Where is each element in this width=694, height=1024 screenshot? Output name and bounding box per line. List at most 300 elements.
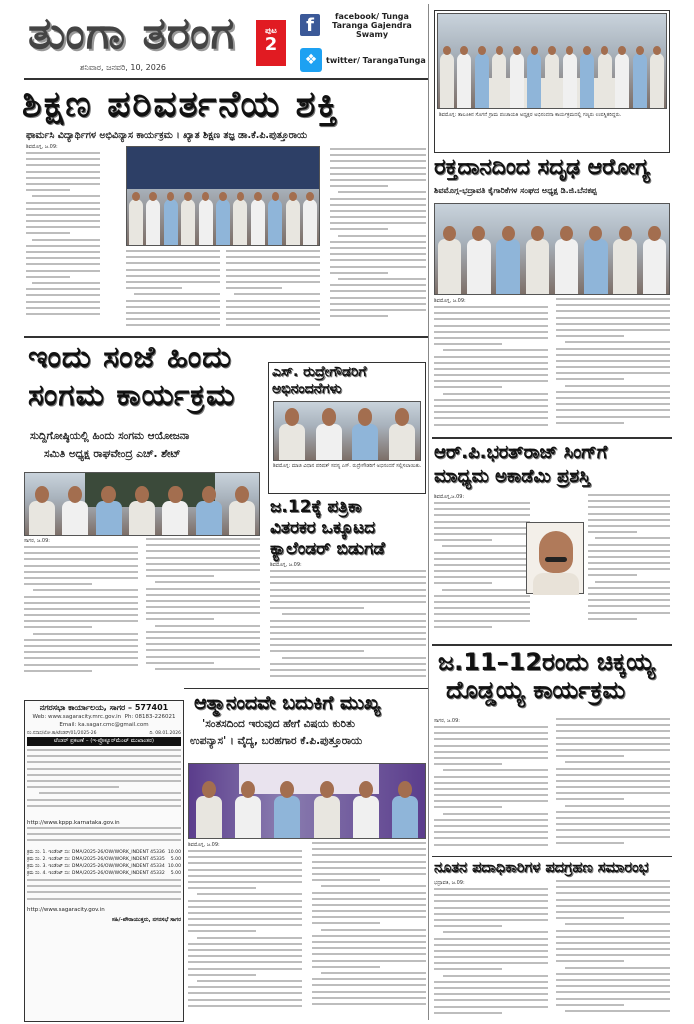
text-line: [434, 405, 548, 407]
rudregowda-headline-line1: ಎಸ್. ರುದ್ರೇಗೌಡರಿಗೆ: [272, 364, 367, 380]
text-line: [26, 313, 100, 315]
text-line: [442, 545, 530, 547]
text-line: [588, 599, 670, 601]
text-line: [588, 506, 670, 508]
text-line: [443, 769, 548, 771]
text-line: [312, 997, 426, 999]
lead-subhead: ಫಾರ್ಮಸಿ ವಿದ್ಯಾರ್ಥಿಗಳ ಅಭಿವಿನ್ಯಾಸ ಕಾರ್ಯಕ್ರಮ । ಖ್ಯಾತ ಶಿಕ್ಷಣ ತಜ್ಞ ಡಾ.ಕೆ.ಪಿ.ಪುತ್ತೂರಾಯ: [26, 130, 308, 141]
text-line: [312, 966, 380, 968]
text-line: [188, 887, 256, 889]
photo-person: [279, 424, 305, 460]
text-line: [588, 544, 670, 546]
text-line: [434, 595, 530, 597]
text-line: [588, 500, 670, 502]
text-line: [443, 393, 548, 395]
section-divider: [24, 336, 428, 338]
text-line: [188, 869, 302, 871]
text-line: [134, 293, 220, 295]
text-line: [24, 602, 138, 604]
text-line: [27, 885, 181, 887]
text-line: [556, 743, 670, 745]
text-line: [312, 984, 426, 986]
photo-person: [164, 199, 178, 245]
text-line: [556, 768, 670, 770]
bharathraj-column-2: [588, 494, 670, 640]
tender-notice: [24, 700, 184, 1022]
text-line: [434, 601, 530, 603]
text-line: [556, 836, 670, 838]
text-line: [434, 306, 548, 308]
text-line: [146, 649, 260, 651]
text-line: [312, 854, 426, 856]
text-line: [434, 788, 548, 790]
text-line: [556, 724, 670, 726]
section-divider: [432, 644, 672, 646]
text-line: [24, 614, 138, 616]
bharathraj-headline-line2: ಮಾಧ್ಯಮ ಅಕಾಡೆಮಿ ಪ್ರಶಸ್ತಿ: [434, 466, 591, 487]
bharathraj-headline-line1: ಆರ್.ಪಿ.ಭರತ್‌ರಾಜ್ ಸಿಂಗ್‌ಗೆ: [434, 442, 608, 463]
text-line: [434, 1012, 502, 1014]
photo-person: [286, 199, 300, 245]
photo-person-head: [531, 226, 544, 241]
text-line: [270, 650, 364, 652]
text-line: [434, 800, 548, 802]
photo-person-head: [289, 192, 297, 201]
notice-item: [27, 850, 181, 856]
photo-person: [545, 53, 559, 108]
text-line: [434, 981, 548, 983]
text-line: [556, 823, 670, 825]
text-line: [312, 991, 426, 993]
text-line: [226, 256, 320, 258]
text-line: [270, 626, 426, 628]
hindu-sangama-column-2: [146, 538, 260, 684]
text-line: [434, 944, 548, 946]
photo-person: [527, 53, 541, 108]
text-line: [312, 922, 380, 924]
text-line: [434, 613, 530, 615]
text-line: [443, 813, 548, 815]
text-line: [270, 570, 426, 572]
text-line: [226, 269, 320, 271]
text-line: [434, 607, 530, 609]
text-line: [26, 164, 100, 166]
hindu-sangama-headline-line2: ಸಂಗಮ ಕಾರ್ಯಕ್ರಮ: [28, 378, 236, 413]
photo-person-head: [241, 781, 255, 798]
text-line: [556, 730, 670, 732]
photo-person: [353, 796, 379, 838]
text-line: [330, 148, 426, 150]
text-line: [595, 581, 670, 583]
text-line: [270, 638, 426, 640]
text-line: [226, 306, 320, 308]
text-line: [588, 562, 670, 564]
text-line: [556, 817, 670, 819]
notice-date: ದಿ. 08.01.2026: [149, 731, 181, 736]
text-line: [188, 856, 302, 858]
top-right-photo-box: [434, 10, 670, 153]
text-line: [312, 947, 426, 949]
photo-person: [196, 796, 222, 838]
text-line: [556, 880, 670, 882]
photo-person-head: [306, 192, 314, 201]
text-line: [556, 366, 670, 368]
text-line: [434, 819, 548, 821]
notice-email[interactable]: Email: ka.sagar.cmc@gmail.com: [59, 722, 149, 728]
blood-donation-column-2: [556, 298, 670, 436]
text-line: [146, 563, 260, 565]
photo-person: [146, 199, 160, 245]
text-line: [556, 335, 624, 337]
text-line: [434, 331, 548, 333]
text-line: [434, 782, 548, 784]
notice-title: ಟೆಂಡರ್ ಪ್ರಕಟಣೆ – (ಇ-ಪ್ರೊಕ್ಯೂರ್‌ಮೆಂಟ್ ಮುಖಾಂತರ): [27, 737, 181, 746]
text-line: [24, 608, 138, 610]
text-line: [556, 911, 670, 913]
text-line: [188, 862, 302, 864]
photo-person: [316, 424, 342, 460]
blood-donation-headline: ರಕ್ತದಾನದಿಂದ ಸದೃಢ ಆರೋಗ್ಯ: [434, 155, 650, 180]
text-line: [32, 282, 100, 284]
text-line: [26, 214, 100, 216]
text-line: [26, 301, 100, 303]
text-line: [556, 842, 624, 844]
text-line: [312, 873, 426, 875]
photo-person: [199, 199, 213, 245]
text-line: [24, 552, 138, 554]
text-line: [434, 831, 548, 833]
text-line: [226, 324, 320, 326]
text-line: [434, 999, 548, 1001]
text-line: [188, 924, 302, 926]
text-line: [434, 399, 548, 401]
text-line: [26, 270, 100, 272]
text-line: [126, 275, 220, 277]
photo-person-head: [202, 192, 210, 201]
photo-person: [563, 53, 577, 108]
notice-site-url[interactable]: http://www.sagaracity.gov.in: [27, 907, 105, 913]
text-line: [188, 881, 302, 883]
text-line: [27, 749, 181, 751]
text-line: [188, 850, 302, 852]
text-line: [330, 297, 426, 299]
text-line: [556, 811, 670, 813]
text-line: [146, 544, 260, 546]
text-line: [146, 656, 260, 658]
text-line: [556, 936, 670, 938]
text-line: [312, 916, 426, 918]
text-line: [434, 794, 548, 796]
photo-person: [162, 501, 188, 535]
notice-item: [27, 871, 181, 877]
text-line: [556, 886, 670, 888]
text-line: [146, 637, 260, 639]
office-bearers-column-2: [556, 880, 670, 1020]
text-line: [588, 525, 670, 527]
text-line: [434, 837, 548, 839]
text-line: [26, 251, 100, 253]
text-line: [556, 899, 670, 901]
text-line: [27, 780, 181, 782]
photo-person: [526, 239, 549, 294]
text-line: [197, 937, 302, 939]
text-line: [434, 620, 530, 622]
text-line: [24, 546, 138, 548]
text-line: [188, 999, 302, 1001]
text-line: [556, 378, 624, 380]
text-line: [146, 588, 260, 590]
rudregowda-box: [268, 362, 426, 494]
text-line: [434, 325, 548, 327]
text-line: [556, 749, 670, 751]
notice-items: [27, 850, 181, 877]
photo-person: [457, 53, 471, 108]
atmananda-subhead-line2: ಉಪನ್ಯಾಸ' । ವೈದ್ಯ, ಬರಹಗಾರ ಕೆ.ಪಿ.ಪುತ್ತೂರಾಯ: [190, 735, 363, 747]
photo-person: [598, 53, 612, 108]
hindu-sangama-subhead-line2: ಸಮಿತಿ ಅಧ್ಯಕ್ಷ ರಾಘವೇಂದ್ರ ಎಚ್. ಶೇಟ್: [44, 448, 181, 460]
text-line: [434, 844, 548, 846]
text-line: [321, 885, 426, 887]
text-line: [126, 324, 220, 326]
text-line: [434, 732, 548, 734]
text-line: [312, 953, 426, 955]
photo-person-head: [149, 192, 157, 201]
text-line: [434, 582, 492, 584]
bharathraj-dateline: ಶಿವಮೊಗ್ಗ,ಜ.09:: [434, 494, 465, 500]
text-line: [434, 968, 502, 970]
atmananda-subhead-line1: 'ಸಂತಸದಿಂದ ಇರುವುದ ಹೇಗೆ ವಿಷಯ ಕುರಿತು: [202, 718, 355, 730]
text-line: [312, 898, 426, 900]
text-line: [33, 589, 138, 591]
text-line: [556, 948, 670, 950]
text-line: [434, 514, 530, 516]
text-line: [434, 312, 548, 314]
text-line: [24, 596, 138, 598]
text-line: [434, 411, 548, 413]
blood-donation-column-1: [434, 298, 548, 436]
text-line: [330, 204, 426, 206]
text-line: [434, 552, 530, 554]
text-line: [188, 875, 302, 877]
text-line: [556, 718, 670, 720]
photo-person: [389, 424, 415, 460]
text-line: [434, 925, 502, 927]
hindu-sangama-column-1: [24, 538, 138, 684]
text-line: [556, 979, 670, 981]
notice-item-value: 5.00: [170, 857, 181, 862]
text-line: [434, 386, 502, 388]
text-line: [26, 189, 70, 191]
photo-person-head: [648, 226, 661, 241]
photo-person: [229, 501, 255, 535]
text-line: [434, 806, 502, 808]
calendar-headline-line2: ವಿತರಕರ ಒಕ್ಕೂಟದ: [270, 518, 376, 538]
text-line: [330, 185, 388, 187]
text-line: [26, 208, 100, 210]
text-line: [26, 177, 100, 179]
hindu-sangama-subhead-line1: ಸುದ್ದಿಗೋಷ್ಠಿಯಲ್ಲಿ ಹಿಂದು ಸಂಗಮ ಆಯೋಜನಾ: [30, 430, 190, 442]
notice-office: ನಗರಸಭಾ ಕಾರ್ಯಾಲಯ, ಸಾಗರ – 577401: [39, 703, 169, 712]
photo-person-head: [359, 781, 373, 798]
text-line: [443, 975, 548, 977]
text-line: [188, 961, 302, 963]
text-line: [434, 521, 530, 523]
text-line: [434, 576, 530, 578]
text-line: [434, 763, 502, 765]
text-line: [24, 670, 92, 672]
text-line: [188, 943, 302, 945]
text-line: [24, 639, 138, 641]
text-line: [434, 626, 492, 628]
calendar-body: [270, 562, 426, 684]
text-line: [188, 955, 302, 957]
text-line: [146, 662, 214, 664]
text-line: [565, 805, 670, 807]
text-line: [188, 992, 302, 994]
text-line: [556, 991, 670, 993]
text-line: [312, 935, 426, 937]
text-line: [556, 310, 670, 312]
text-line: [270, 576, 426, 578]
text-line: [434, 527, 530, 529]
calendar-headline-line1: ಜ.12ಕ್ಕೆ ಪತ್ರಿಕಾ: [270, 497, 362, 517]
text-line: [26, 263, 100, 265]
text-line: [188, 949, 302, 951]
text-line: [146, 557, 260, 559]
text-line: [565, 923, 670, 925]
text-line: [270, 595, 426, 597]
text-line: [588, 556, 670, 558]
text-line: [556, 403, 670, 405]
text-line: [556, 792, 670, 794]
photo-person: [615, 53, 629, 108]
text-line: [32, 239, 100, 241]
bharathraj-portrait: [526, 522, 584, 594]
text-line: [556, 323, 670, 325]
text-line: [27, 805, 181, 807]
text-line: [556, 774, 670, 776]
text-line: [27, 833, 181, 835]
text-line: [595, 537, 670, 539]
text-line: [588, 550, 670, 552]
text-line: [338, 278, 426, 280]
text-line: [146, 612, 260, 614]
text-line: [24, 626, 92, 628]
atmananda-column-2: [312, 842, 426, 1020]
text-line: [434, 919, 548, 921]
column-divider: [428, 4, 429, 1020]
text-line: [197, 980, 302, 982]
lead-column-1: [26, 144, 100, 334]
text-line: [556, 954, 670, 956]
text-line: [188, 906, 302, 908]
text-line: [434, 508, 530, 510]
atmananda-headline: ಆತ್ಮಾನಂದವೇ ಬದುಕಿಗೆ ಮುಖ್ಯ: [194, 692, 381, 714]
text-line: [126, 250, 220, 252]
photo-person: [216, 199, 230, 245]
notice-item-label: ಕ್ರಮ ಸಂ. 2. ಇಂಡೆಂಟ್ ಸಂ: DMA/2025-26/OW/WORK_INDENT 45335: [27, 857, 165, 862]
text-line: [270, 582, 426, 584]
text-line: [27, 799, 181, 801]
text-line: [556, 780, 670, 782]
text-line: [434, 337, 548, 339]
photo-person: [251, 199, 265, 245]
text-line: [24, 583, 92, 585]
text-line: [27, 774, 181, 776]
text-line: [434, 570, 530, 572]
text-line: [27, 898, 181, 900]
office-bearers-column-1: [434, 880, 548, 1020]
text-line: [282, 613, 426, 615]
text-line: [270, 669, 426, 671]
notice-portal-url[interactable]: http://www.kppp.karnataka.gov.in: [27, 820, 120, 826]
text-line: [26, 245, 100, 247]
text-line: [330, 303, 426, 305]
text-line: [126, 300, 220, 302]
text-line: [270, 601, 426, 603]
text-line: [27, 879, 181, 881]
text-line: [126, 312, 220, 314]
text-line: [434, 343, 502, 345]
text-line: [27, 839, 181, 841]
text-line: [330, 222, 426, 224]
notice-web[interactable]: Web: www.sagaracity.mrc.gov.in: [32, 714, 122, 720]
page-label: ಪುಟ: [265, 26, 277, 35]
text-line: [270, 620, 426, 622]
notice-item-label: ಕ್ರಮ ಸಂ. 3. ಇಂಡೆಂಟ್ ಸಂ: DMA/2025-26/OW/WORK_INDENT 45334: [27, 864, 165, 869]
text-line: [146, 600, 260, 602]
text-line: [188, 986, 302, 988]
notice-item-value: 5.00: [170, 871, 181, 876]
text-line: [146, 643, 260, 645]
text-line: [556, 985, 670, 987]
text-line: [556, 372, 670, 374]
text-line: [556, 930, 670, 932]
text-line: [24, 651, 138, 653]
text-line: [556, 422, 624, 424]
text-line: [588, 587, 670, 589]
text-line: [434, 745, 548, 747]
top-right-photo: [437, 13, 667, 109]
text-line: [226, 318, 320, 320]
masthead-title: ತುಂಗಾ ತರಂಗ: [28, 8, 236, 59]
notice-item-label: ಕ್ರಮ ಸಂ. 4. ಇಂಡೆಂಟ್ ಸಂ: DMA/2025-26/OW/WORK_INDENT 45332: [27, 871, 165, 876]
text-line: [33, 633, 138, 635]
text-line: [588, 618, 637, 620]
text-line: [188, 900, 302, 902]
photo-person: [613, 239, 636, 294]
text-line: [434, 374, 548, 376]
text-line: [146, 550, 260, 552]
text-line: [188, 974, 256, 976]
text-line: [330, 198, 426, 200]
photo-person: [496, 239, 519, 294]
photo-person: [584, 239, 607, 294]
atmananda-photo: [188, 763, 426, 839]
text-line: [588, 574, 637, 576]
photo-person: [196, 501, 222, 535]
photo-person: [129, 199, 143, 245]
text-line: [312, 904, 426, 906]
rudregowda-headline-line2: ಅಭಿನಂದನೆಗಳು: [272, 381, 342, 397]
text-line: [556, 892, 670, 894]
text-line: [321, 929, 426, 931]
text-line: [556, 391, 670, 393]
photo-person-head: [237, 192, 245, 201]
text-line: [312, 941, 426, 943]
text-line: [24, 620, 138, 622]
page-number: 2: [264, 34, 278, 55]
